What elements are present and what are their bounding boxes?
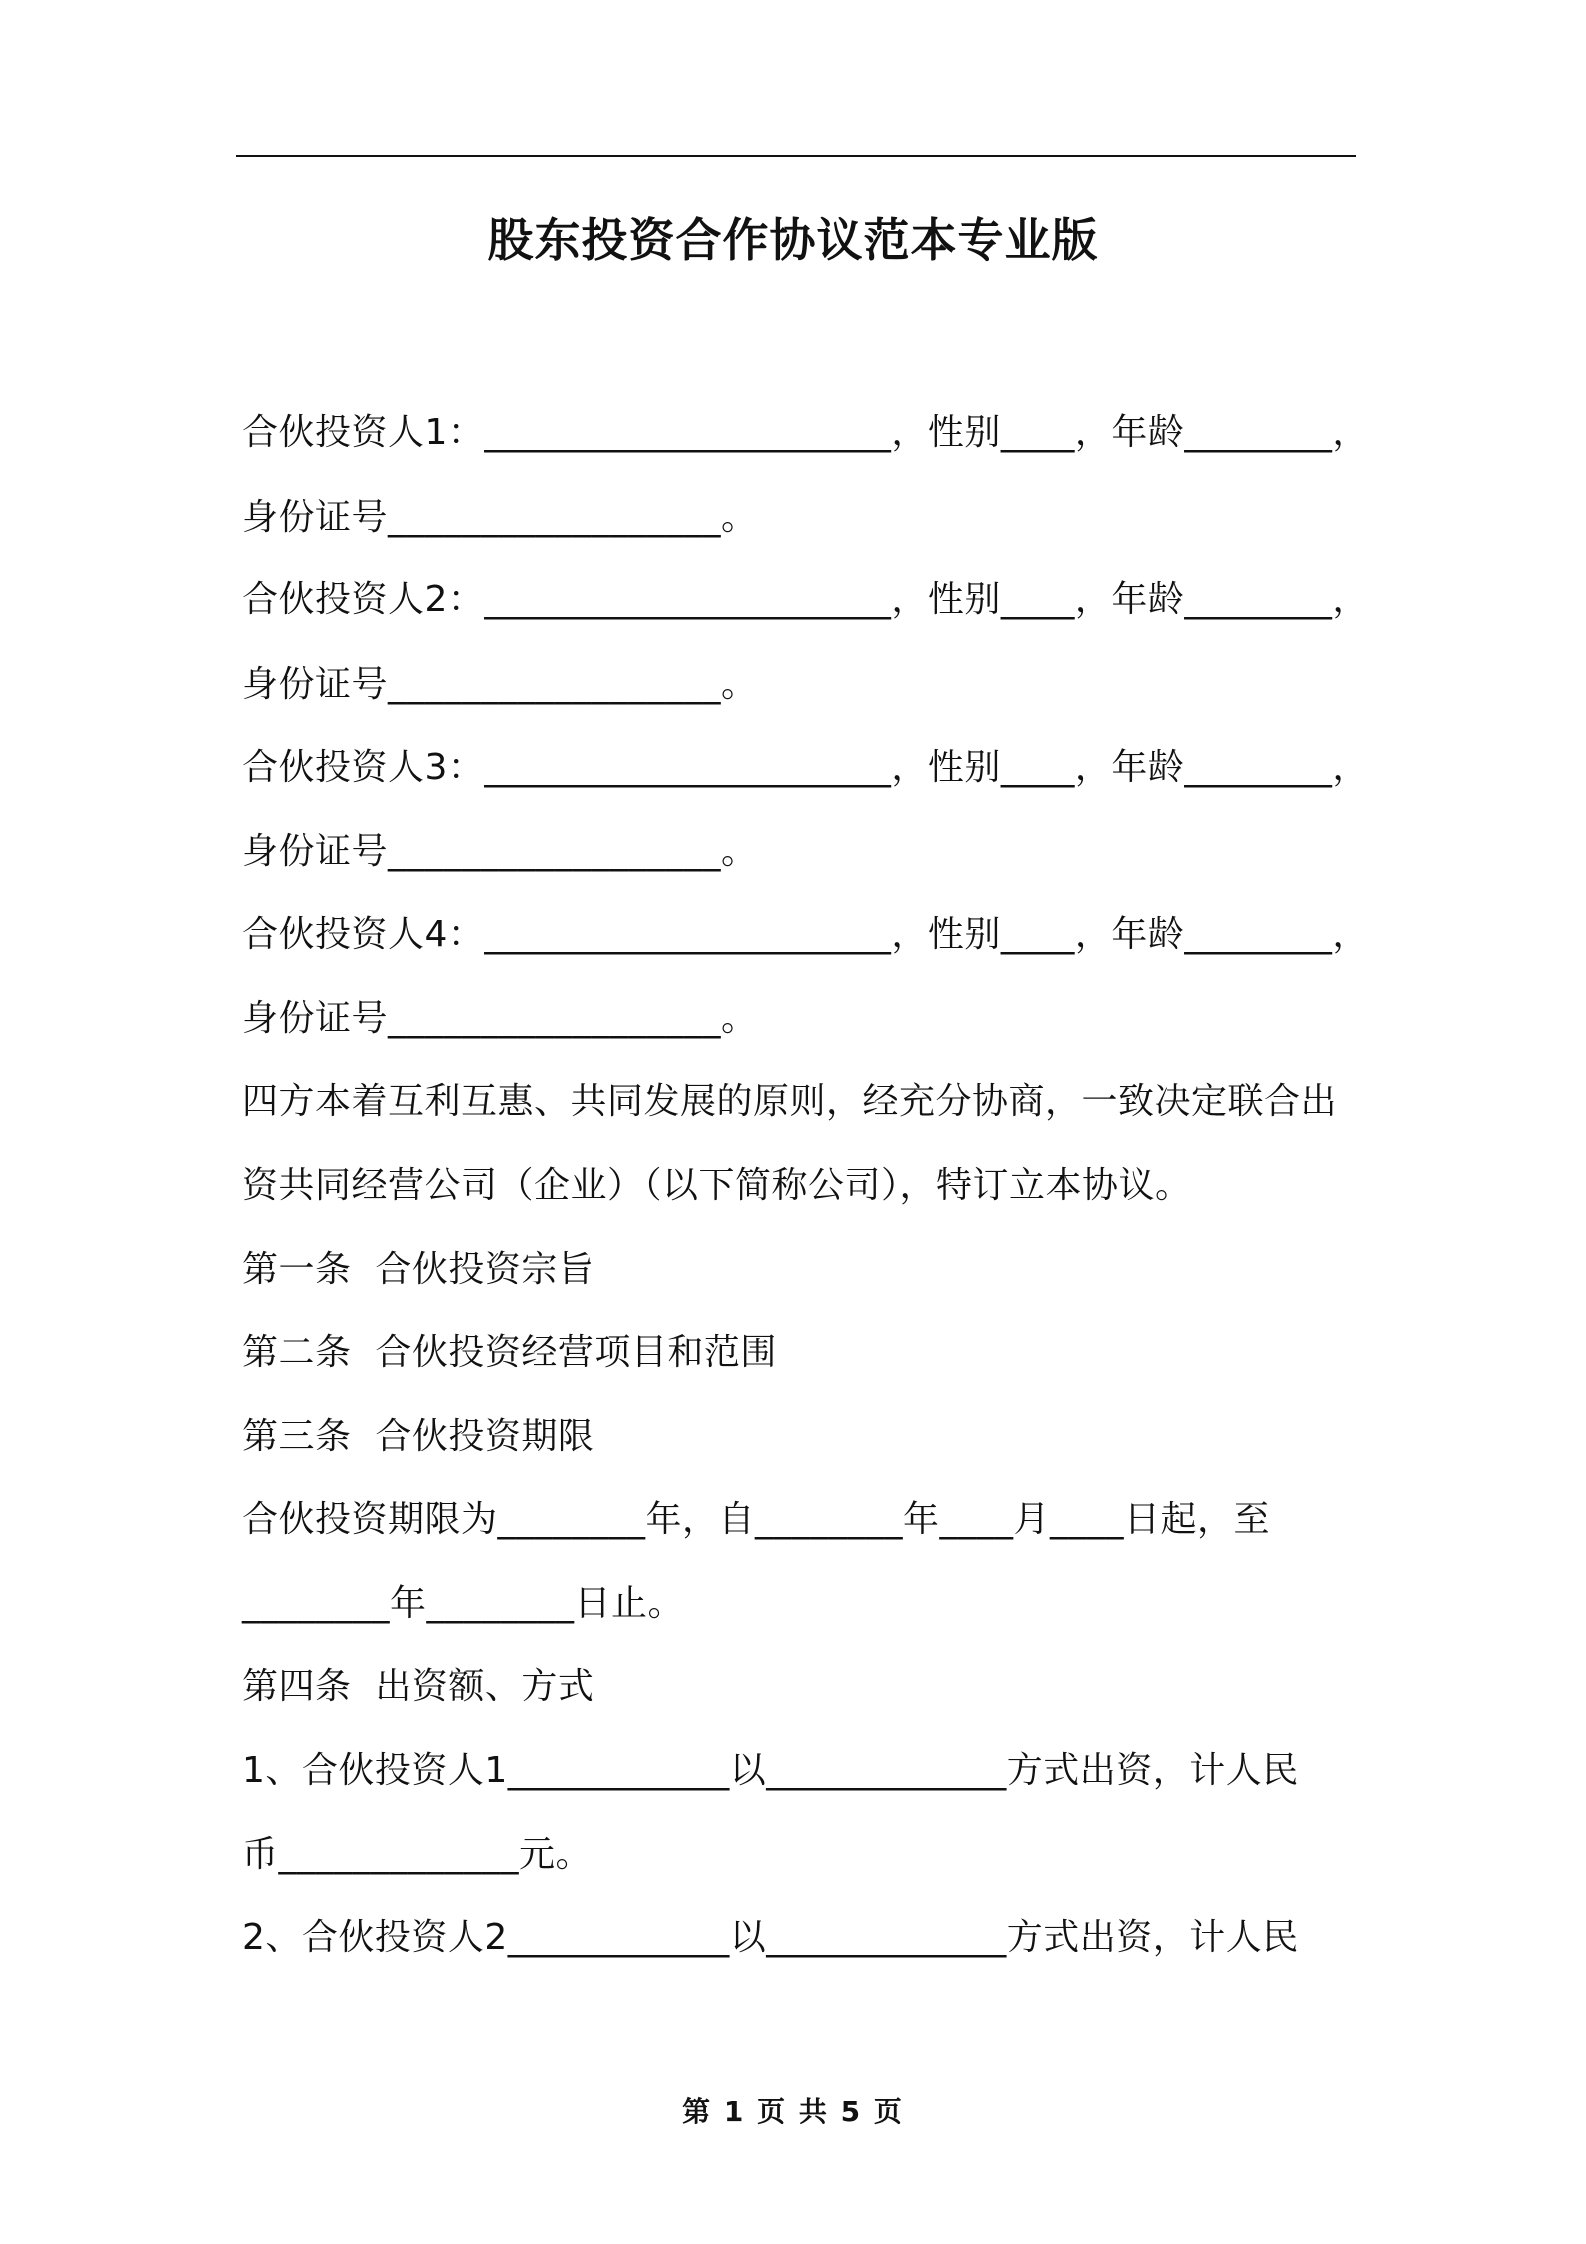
partner-1-line: 合伙投资人1：______________________，性别____，年龄________， (242, 412, 1369, 453)
partner-1-id-line: 身份证号__________________。 (242, 497, 758, 538)
term-line-2: ________年________日止。 (242, 1583, 685, 1624)
article-1-heading: 第一条 合伙投资宗旨 (242, 1249, 595, 1290)
article-3-heading: 第三条 合伙投资期限 (242, 1416, 595, 1457)
partner-4-line: 合伙投资人4：______________________，性别____，年龄________， (242, 914, 1369, 955)
contribution-1-line-1: 1、合伙投资人1____________以_____________方式出资，计人民 (242, 1750, 1299, 1791)
term-line-1: 合伙投资期限为________年，自________年____月____日起，至 (242, 1499, 1271, 1540)
partner-3-id-line: 身份证号__________________。 (242, 831, 758, 872)
partner-2-line: 合伙投资人2：______________________，性别____，年龄________， (242, 579, 1369, 620)
preamble-line-2: 资共同经营公司（企业）（以下简称公司），特订立本协议。 (242, 1165, 1192, 1206)
page-footer: 第 1 页 共 5 页 (682, 2095, 904, 2128)
article-4-heading: 第四条 出资额、方式 (242, 1666, 595, 1707)
partner-2-id-line: 身份证号__________________。 (242, 664, 758, 705)
preamble-line-1: 四方本着互利互惠、共同发展的原则，经充分协商，一致决定联合出 (242, 1081, 1338, 1122)
document-title: 股东投资合作协议范本专业版 (487, 213, 1099, 267)
partner-3-line: 合伙投资人3：______________________，性别____，年龄________， (242, 747, 1369, 788)
article-2-heading: 第二条 合伙投资经营项目和范围 (242, 1332, 777, 1373)
header-rule (236, 155, 1356, 157)
contribution-1-line-2: 币_____________元。 (242, 1834, 593, 1875)
partner-4-id-line: 身份证号__________________。 (242, 998, 758, 1039)
contribution-2-line-1: 2、合伙投资人2____________以_____________方式出资，计人民 (242, 1917, 1299, 1958)
